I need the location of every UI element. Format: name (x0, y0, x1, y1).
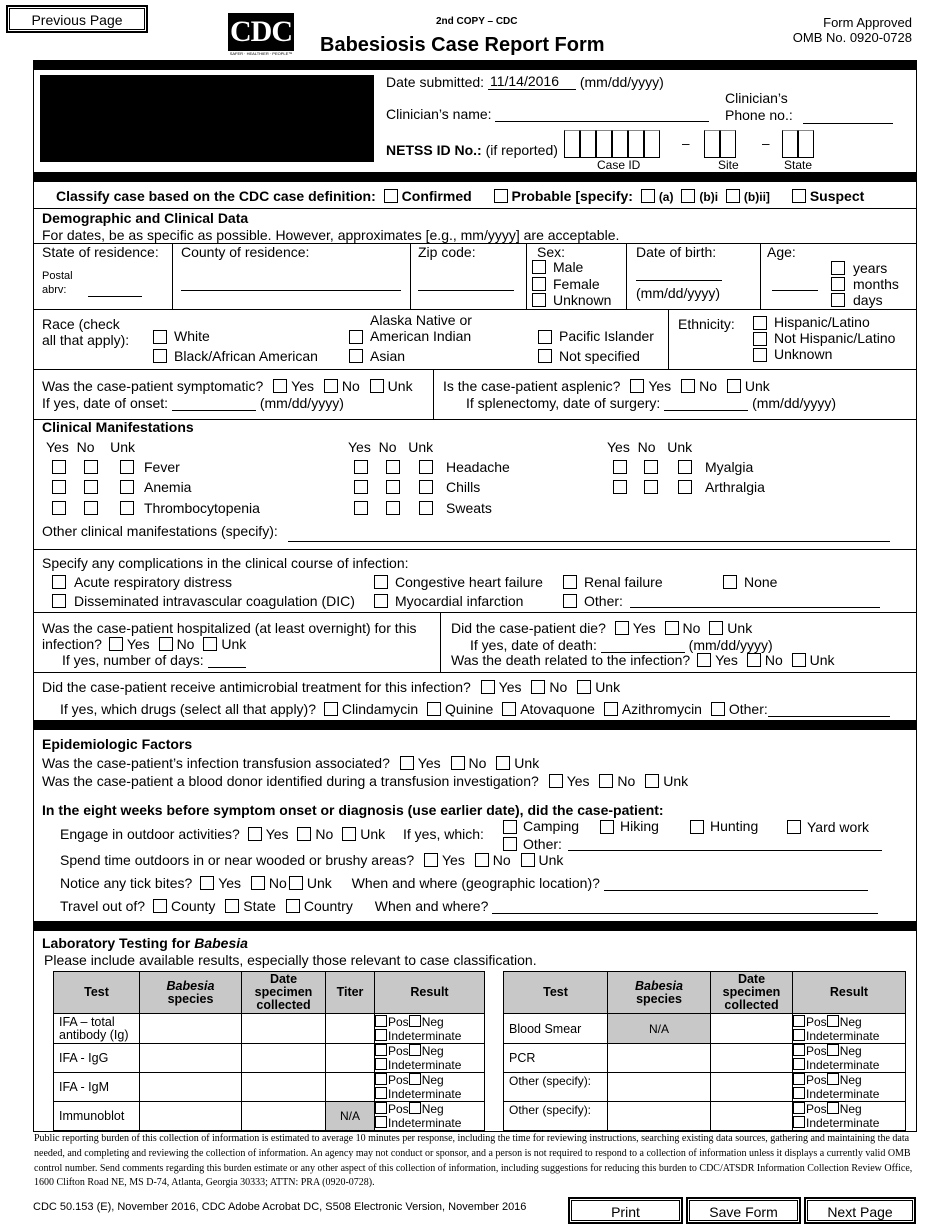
race-not-specified-checkbox[interactable] (538, 349, 552, 363)
rule-2 (33, 172, 917, 182)
species-cell[interactable] (140, 1102, 242, 1131)
race-pacific-checkbox[interactable] (538, 330, 552, 344)
zip-field[interactable] (418, 278, 514, 291)
other-activity-field[interactable] (568, 839, 882, 851)
atovaquone-checkbox[interactable] (502, 702, 516, 716)
ethnicity-unknown-checkbox[interactable] (753, 348, 767, 362)
myalgia-no-checkbox[interactable] (644, 460, 658, 474)
next-page-button[interactable]: Next Page (804, 1197, 916, 1224)
died-no-checkbox[interactable] (665, 621, 679, 635)
asplenic-no-checkbox[interactable] (681, 379, 695, 393)
hospitalized-no-checkbox[interactable] (159, 637, 173, 651)
race-label: Race (check all that apply): (42, 316, 130, 348)
death-related-no-checkbox[interactable] (747, 653, 761, 667)
indet-checkbox[interactable] (375, 1087, 387, 1099)
date-cell[interactable] (711, 1014, 793, 1044)
clinician-name-field[interactable] (495, 108, 709, 122)
chills-yes-checkbox[interactable] (354, 480, 368, 494)
table-row: PCR Pos Neg Indeterminate (504, 1044, 906, 1073)
thrombocytopenia-yes-checkbox[interactable] (52, 501, 66, 515)
classify-row: Classify case based on the CDC case definition: Confirmed Probable [specify: (a) (b)i (b)ii] Suspect (56, 188, 865, 204)
previous-page-button[interactable]: Previous Page (6, 5, 148, 33)
complication-other-checkbox[interactable] (563, 594, 577, 608)
transfusion-unk-checkbox[interactable] (496, 756, 510, 770)
splenectomy-date-field[interactable] (664, 399, 748, 411)
netss-state-boxes[interactable] (782, 130, 814, 158)
indet-checkbox[interactable] (375, 1058, 387, 1070)
drug-other-checkbox[interactable] (711, 702, 725, 716)
travel-country-checkbox[interactable] (286, 899, 300, 913)
clinical-ynu-3: Yes No Unk (607, 439, 693, 455)
dic-checkbox[interactable] (52, 594, 66, 608)
outdoor-unk-checkbox[interactable] (342, 827, 356, 841)
renal-failure-checkbox[interactable] (563, 575, 577, 589)
arthralgia-unk-checkbox[interactable] (678, 480, 692, 494)
clinical-ynu-2: Yes No Unk (348, 439, 434, 455)
death-related-yes-checkbox[interactable] (697, 653, 711, 667)
fever-yes-checkbox[interactable] (52, 460, 66, 474)
onset-date-field[interactable] (172, 399, 256, 411)
clinician-name: Clinician’s name: (386, 106, 709, 122)
race-alaska-checkbox[interactable] (349, 330, 363, 344)
date-cell[interactable] (711, 1044, 793, 1073)
chills-no-checkbox[interactable] (386, 480, 400, 494)
donor-unk-checkbox[interactable] (645, 774, 659, 788)
dob-field[interactable] (636, 268, 722, 281)
chf-checkbox[interactable] (374, 575, 388, 589)
redacted-block (40, 75, 374, 162)
table-row: Other (specify): Pos Neg Indeterminate (504, 1102, 906, 1131)
date-submitted-field[interactable]: 11/14/2016 (488, 73, 576, 90)
indet-checkbox[interactable] (793, 1029, 805, 1041)
date-cell[interactable] (242, 1044, 326, 1073)
titer-cell[interactable] (326, 1044, 375, 1073)
species-cell[interactable] (140, 1044, 242, 1073)
demographic-note: For dates, be as specific as possible. However, approximates [e.g., mm/yyyy] are acceptable. (42, 227, 620, 243)
wooded-unk-checkbox[interactable] (521, 853, 535, 867)
outdoor-no-checkbox[interactable] (297, 827, 311, 841)
anemia-unk-checkbox[interactable] (120, 480, 134, 494)
copy-label: 2nd COPY – CDC (436, 16, 518, 27)
rule-4 (33, 921, 917, 931)
wooded-no-checkbox[interactable] (475, 853, 489, 867)
yardwork-checkbox[interactable] (787, 820, 801, 834)
age-months-checkbox[interactable] (831, 277, 845, 291)
clinician-phone: Clinician’s Phone no.: (725, 90, 893, 124)
wooded-yes-checkbox[interactable] (424, 853, 438, 867)
pos-checkbox[interactable] (375, 1102, 387, 1114)
indet-checkbox[interactable] (793, 1116, 805, 1128)
donor-yes-checkbox[interactable] (549, 774, 563, 788)
headache-no-checkbox[interactable] (386, 460, 400, 474)
titer-cell[interactable] (326, 1014, 375, 1044)
species-cell[interactable] (140, 1014, 242, 1044)
demographic-title: Demographic and Clinical Data (42, 210, 249, 226)
complication-other-field[interactable] (630, 596, 880, 608)
form-title: Babesiosis Case Report Form (320, 34, 605, 56)
hiking-checkbox[interactable] (600, 820, 614, 834)
death-related-unk-checkbox[interactable] (792, 653, 806, 667)
clinical-title: Clinical Manifestations (42, 419, 194, 435)
died-yes-checkbox[interactable] (615, 621, 629, 635)
travel-county-checkbox[interactable] (153, 899, 167, 913)
indet-checkbox[interactable] (793, 1058, 805, 1070)
pos-checkbox[interactable] (375, 1073, 387, 1085)
age-years-checkbox[interactable] (831, 261, 845, 275)
table-row: Blood Smear N/A Pos Neg Indeterminate (504, 1014, 906, 1044)
asplenic-unk-checkbox[interactable] (727, 379, 741, 393)
county-field[interactable] (181, 278, 401, 291)
headache-unk-checkbox[interactable] (419, 460, 433, 474)
table-row: IFA – total antibody (Ig) Pos Neg Indeterminate (54, 1014, 485, 1044)
pos-checkbox[interactable] (793, 1073, 805, 1085)
ards-checkbox[interactable] (52, 575, 66, 589)
neg-checkbox[interactable] (409, 1044, 421, 1056)
suspect-checkbox[interactable] (792, 189, 806, 203)
netss-site-boxes[interactable] (704, 130, 736, 158)
ethnicity-hispanic-checkbox[interactable] (753, 316, 767, 330)
myalgia-unk-checkbox[interactable] (678, 460, 692, 474)
postal-abrv-field[interactable] (88, 284, 142, 297)
complication-none-checkbox[interactable] (723, 575, 737, 589)
neg-checkbox[interactable] (827, 1102, 839, 1114)
form-version: CDC 50.153 (E), November 2016, CDC Adobe Acrobat DC, S508 Electronic Version, November 2016 (33, 1201, 527, 1213)
sweats-unk-checkbox[interactable] (419, 501, 433, 515)
camping-checkbox[interactable] (503, 820, 517, 834)
print-button[interactable]: Print (568, 1197, 683, 1224)
antimicrobial-no-checkbox[interactable] (531, 680, 545, 694)
myalgia-yes-checkbox[interactable] (613, 460, 627, 474)
transfusion-yes-checkbox[interactable] (400, 756, 414, 770)
azithromycin-checkbox[interactable] (604, 702, 618, 716)
probable-bii-checkbox[interactable] (726, 189, 740, 203)
race-asian-checkbox[interactable] (349, 349, 363, 363)
netss-id: NETSS ID No.: (if reported) (386, 142, 558, 158)
top-rule (33, 60, 917, 70)
table-row: Other (specify): Pos Neg Indeterminate (504, 1073, 906, 1102)
thrombocytopenia-unk-checkbox[interactable] (120, 501, 134, 515)
save-form-button[interactable]: Save Form (686, 1197, 801, 1224)
indet-checkbox[interactable] (793, 1087, 805, 1099)
fever-no-checkbox[interactable] (84, 460, 98, 474)
probable-a-checkbox[interactable] (641, 189, 655, 203)
other-activity-checkbox[interactable] (503, 837, 517, 851)
mi-checkbox[interactable] (374, 594, 388, 608)
travel-when-where-field[interactable] (492, 902, 878, 914)
rule-3 (33, 720, 917, 730)
probable-bi-checkbox[interactable] (681, 189, 695, 203)
probable-checkbox[interactable] (494, 189, 508, 203)
date-cell[interactable] (242, 1102, 326, 1131)
pos-checkbox[interactable] (375, 1044, 387, 1056)
anemia-yes-checkbox[interactable] (52, 480, 66, 494)
onset-row: If yes, date of onset: (mm/dd/yyyy) (42, 395, 344, 411)
clinician-phone-field[interactable] (803, 111, 893, 124)
antimicrobial-yes-checkbox[interactable] (481, 680, 495, 694)
asplenic-row: Is the case-patient asplenic? Yes No Unk (443, 378, 770, 394)
arthralgia-no-checkbox[interactable] (644, 480, 658, 494)
tick-unk-checkbox[interactable] (289, 876, 303, 890)
indet-checkbox[interactable] (375, 1116, 387, 1128)
hospital-days-field[interactable] (208, 656, 246, 668)
clinical-ynu-1: Yes No Unk (46, 439, 135, 455)
confirmed-checkbox[interactable] (384, 189, 398, 203)
chills-unk-checkbox[interactable] (419, 480, 433, 494)
other-clinical-field[interactable] (288, 530, 890, 542)
tick-yes-checkbox[interactable] (200, 876, 214, 890)
travel-state-checkbox[interactable] (225, 899, 239, 913)
race-white-checkbox[interactable] (153, 330, 167, 344)
symptomatic-no-checkbox[interactable] (324, 379, 338, 393)
neg-checkbox[interactable] (827, 1073, 839, 1085)
quinine-checkbox[interactable] (427, 702, 441, 716)
hunting-checkbox[interactable] (690, 820, 704, 834)
form-approved: Form Approved OMB No. 0920-0728 (792, 15, 912, 45)
ethnicity-not-hispanic-checkbox[interactable] (753, 332, 767, 346)
lab-table-left: Test Babesia species Date specimen collected Titer Result IFA – total antibody (Ig) Pos Neg Indeterminate IFA - IgG Pos Neg Indeterminate IFA - IgM Pos Neg Indeterminate Immunoblot N/A Pos Neg Indeterminate (53, 971, 485, 1131)
age-field[interactable] (772, 278, 818, 291)
symptomatic-yes-checkbox[interactable] (273, 379, 287, 393)
neg-checkbox[interactable] (409, 1102, 421, 1114)
transfusion-no-checkbox[interactable] (451, 756, 465, 770)
tick-location-field[interactable] (604, 879, 868, 891)
asplenic-yes-checkbox[interactable] (630, 379, 644, 393)
pos-checkbox[interactable] (793, 1102, 805, 1114)
clindamycin-checkbox[interactable] (324, 702, 338, 716)
thrombocytopenia-no-checkbox[interactable] (84, 501, 98, 515)
burden-statement: Public reporting burden of this collection of information is estimated to average 10 minutes per response, including the time for reviewing instructions, searching existing data sources, gathering and maintaining the data needed, and completing and reviewing the collection of information. An agency may not conduct or sponsor, and a person is not required to respond to a collection of information unless it displays a currently valid OMB control number. Send comments regarding this burden estimate or any other aspect of this collection of information, including suggestions for reducing this burden to CDC/ATSDR Information Collection Review Office, 1600 Clifton Road NE, MS D-74, Atlanta, Georgia 30333; ATTN: PRA (0920-0728). (34, 1133, 913, 1189)
splenectomy-row: If splenectomy, date of surgery: (mm/dd/yyyy) (466, 395, 837, 411)
donor-no-checkbox[interactable] (599, 774, 613, 788)
sweats-no-checkbox[interactable] (386, 501, 400, 515)
table-row: IFA - IgM Pos Neg Indeterminate (54, 1073, 485, 1102)
neg-checkbox[interactable] (827, 1044, 839, 1056)
symptomatic-unk-checkbox[interactable] (370, 379, 384, 393)
died-unk-checkbox[interactable] (709, 621, 723, 635)
netss-case-id-boxes[interactable] (564, 130, 660, 158)
date-cell[interactable] (242, 1073, 326, 1102)
date-submitted: Date submitted: 11/14/2016 (mm/dd/yyyy) (386, 73, 664, 90)
sex-male-checkbox[interactable] (532, 260, 546, 274)
species-cell[interactable] (608, 1044, 711, 1073)
pos-checkbox[interactable] (375, 1015, 387, 1027)
indet-checkbox[interactable] (375, 1029, 387, 1041)
titer-cell[interactable] (326, 1073, 375, 1102)
neg-checkbox[interactable] (827, 1015, 839, 1027)
headache-yes-checkbox[interactable] (354, 460, 368, 474)
outdoor-yes-checkbox[interactable] (248, 827, 262, 841)
table-row: Immunoblot N/A Pos Neg Indeterminate (54, 1102, 485, 1131)
species-cell[interactable] (140, 1073, 242, 1102)
cdc-logo: CDC SAFER · HEALTHIER · PEOPLE™ (229, 15, 293, 56)
species-cell[interactable] (608, 1073, 711, 1102)
fever-unk-checkbox[interactable] (120, 460, 134, 474)
sex-unknown-checkbox[interactable] (532, 293, 546, 307)
anemia-no-checkbox[interactable] (84, 480, 98, 494)
antimicrobial-unk-checkbox[interactable] (577, 680, 591, 694)
date-cell[interactable] (242, 1014, 326, 1044)
neg-checkbox[interactable] (409, 1015, 421, 1027)
arthralgia-yes-checkbox[interactable] (613, 480, 627, 494)
symptomatic-row: Was the case-patient symptomatic? Yes No Unk (42, 378, 413, 394)
drug-other-field[interactable] (768, 705, 890, 717)
pos-checkbox[interactable] (793, 1015, 805, 1027)
table-row: IFA - IgG Pos Neg Indeterminate (54, 1044, 485, 1073)
hospitalized-yes-checkbox[interactable] (109, 637, 123, 651)
tick-no-checkbox[interactable] (251, 876, 265, 890)
age-days-checkbox[interactable] (831, 293, 845, 307)
race-black-checkbox[interactable] (153, 349, 167, 363)
hospitalized-unk-checkbox[interactable] (203, 637, 217, 651)
neg-checkbox[interactable] (409, 1073, 421, 1085)
date-cell[interactable] (711, 1073, 793, 1102)
lab-table-right: Test Babesia species Date specimen collected Result Blood Smear N/A Pos Neg Indeterminate PCR Pos Neg Indeterminate Other (specify): Pos Neg Indeterminate Other (specify): Pos Neg Indeterminate (503, 971, 906, 1131)
species-cell[interactable] (608, 1102, 711, 1131)
pos-checkbox[interactable] (793, 1044, 805, 1056)
sweats-yes-checkbox[interactable] (354, 501, 368, 515)
sex-female-checkbox[interactable] (532, 277, 546, 291)
date-cell[interactable] (711, 1102, 793, 1131)
